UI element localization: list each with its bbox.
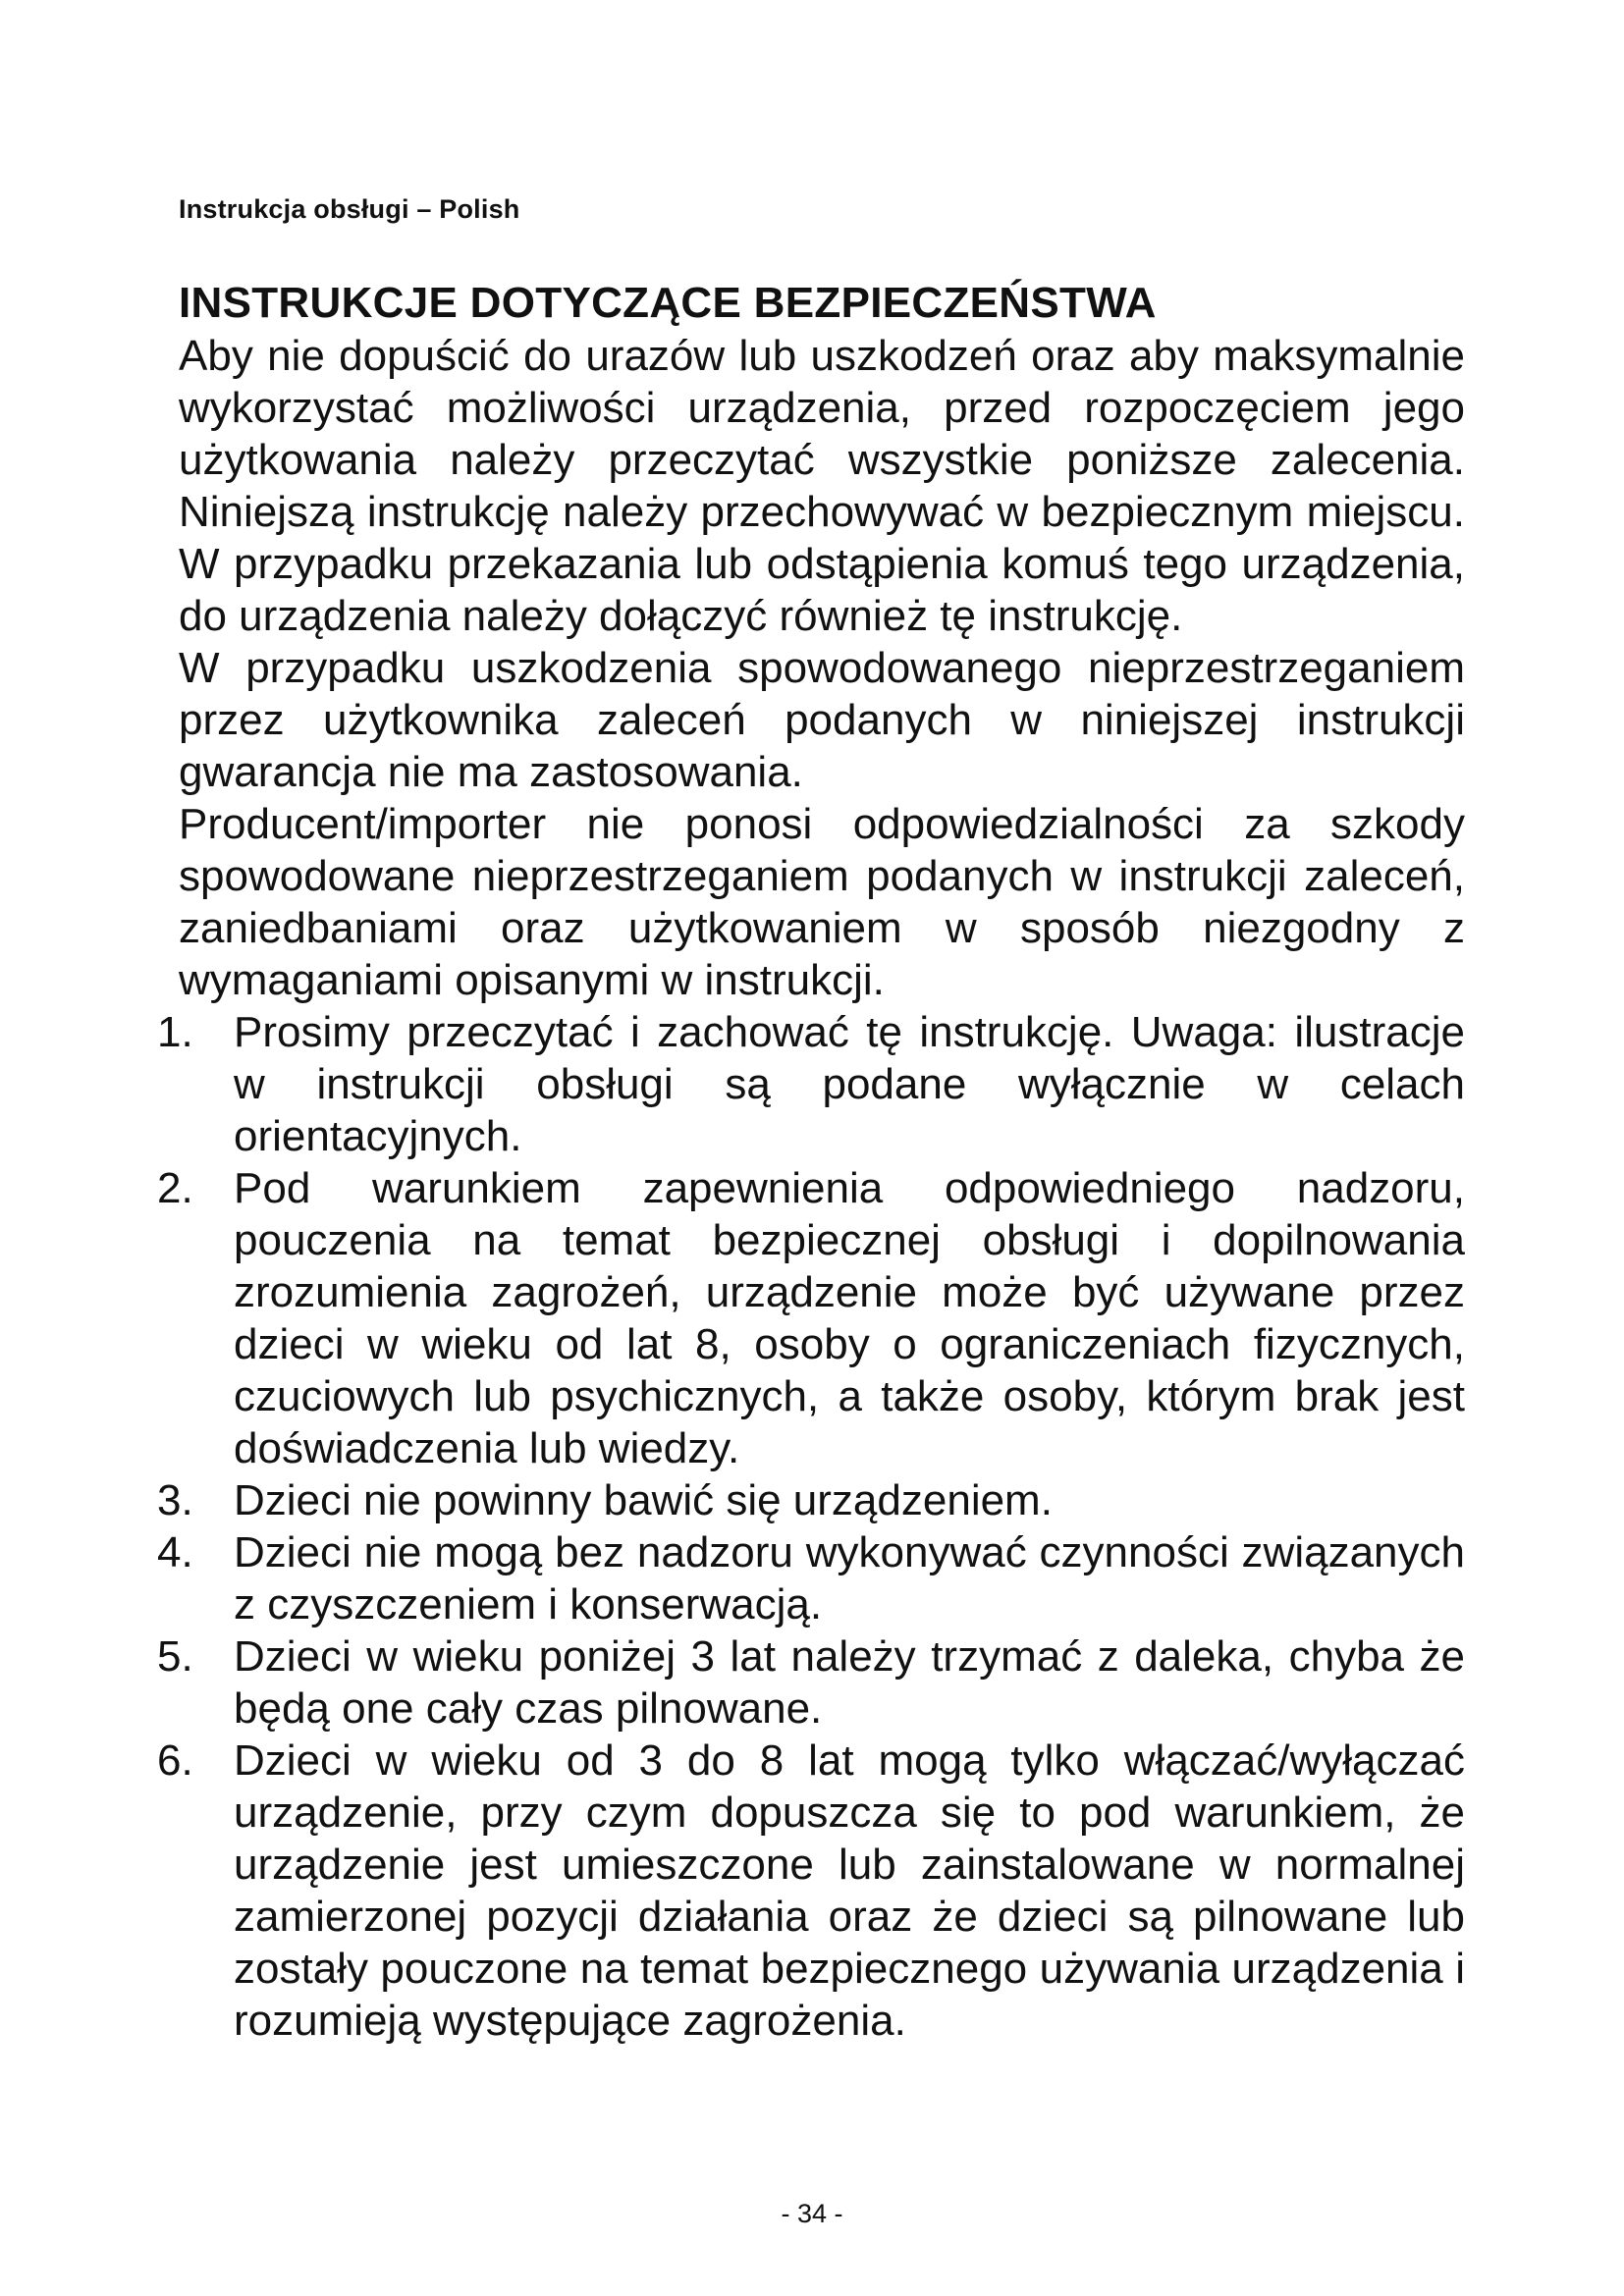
list-item-number: 5.	[157, 1632, 193, 1681]
list-item-text: Dzieci w wieku poniżej 3 lat należy trzymać z daleka, chyba że będą one cały czas pilnowane.	[234, 1632, 1465, 1733]
list-item-number: 3.	[157, 1476, 193, 1524]
list-item	[157, 1006, 1465, 1162]
warranty-paragraph: W przypadku uszkodzenia spowodowanego nieprzestrzeganiem przez użytkownika zaleceń podanych w niniejszej instrukcji gwarancja nie ma zastosowania.	[179, 644, 1465, 796]
list-item-text: Prosimy przeczytać i zachować tę instrukcję. Uwaga: ilustracje w instrukcji obsługi są podane wyłącznie w celach orientacyjnych.	[234, 1008, 1465, 1160]
header-label: Instrukcja obsługi – Polish	[179, 194, 520, 224]
intro-paragraph: Aby nie dopuścić do urazów lub uszkodzeń oraz aby maksymalnie wykorzystać możliwości urządzenia, przed rozpoczęciem jego użytkowania należy przeczytać wszystkie poniższe zalecenia. Niniejszą instrukcję należy przechowywać w bezpiecznym miejscu. W przypadku przekazania lub odstąpienia komuś tego urządzenia, do urządzenia należy dołączyć również tę instrukcję.	[179, 332, 1465, 640]
document-body	[157, 277, 1465, 2047]
safety-list	[157, 1006, 1465, 2047]
list-item	[157, 1735, 1465, 2047]
list-item-text: Pod warunkiem zapewnienia odpowiedniego nadzoru, pouczenia na temat bezpiecznej obsługi i dopilnowania zrozumienia zagrożeń, urządzenie może być używane przez dzieci w wieku od lat 8, osoby o ograniczeniach fizycznych, czuciowych lub psychicznych, a także osoby, którym brak jest doświadczenia lub wiedzy.	[234, 1164, 1465, 1472]
list-item-number: 6.	[157, 1736, 193, 1785]
section-title: INSTRUKCJE DOTYCZĄCE BEZPIECZEŃSTWA	[179, 279, 1157, 327]
list-item	[157, 1630, 1465, 1735]
list-item	[157, 1474, 1465, 1526]
list-item-number: 1.	[157, 1008, 193, 1056]
liability-paragraph: Producent/importer nie ponosi odpowiedzialności za szkody spowodowane nieprzestrzeganiem podanych w instrukcji zaleceń, zaniedbaniami oraz użytkowaniem w sposób niezgodny z wymaganiami opisanymi w instrukcji.	[179, 800, 1465, 1004]
list-item-number: 4.	[157, 1528, 193, 1576]
list-item-text: Dzieci nie powinny bawić się urządzeniem.	[234, 1476, 1053, 1524]
list-item-number: 2.	[157, 1164, 193, 1212]
page-number: - 34 -	[781, 2199, 843, 2228]
list-item	[157, 1162, 1465, 1474]
list-item-text: Dzieci w wieku od 3 do 8 lat mogą tylko włączać/wyłączać urządzenie, przy czym dopuszcza się to pod warunkiem, że urządzenie jest umieszczone lub zainstalowane w normalnej zamierzonej pozycji działania oraz że dzieci są pilnowane lub zostały pouczone na temat bezpiecznego używania urządzenia i rozumieją występujące zagrożenia.	[234, 1736, 1465, 2045]
list-item	[157, 1526, 1465, 1630]
list-item-text: Dzieci nie mogą bez nadzoru wykonywać czynności związanych z czyszczeniem i konserwacją.	[234, 1528, 1465, 1629]
